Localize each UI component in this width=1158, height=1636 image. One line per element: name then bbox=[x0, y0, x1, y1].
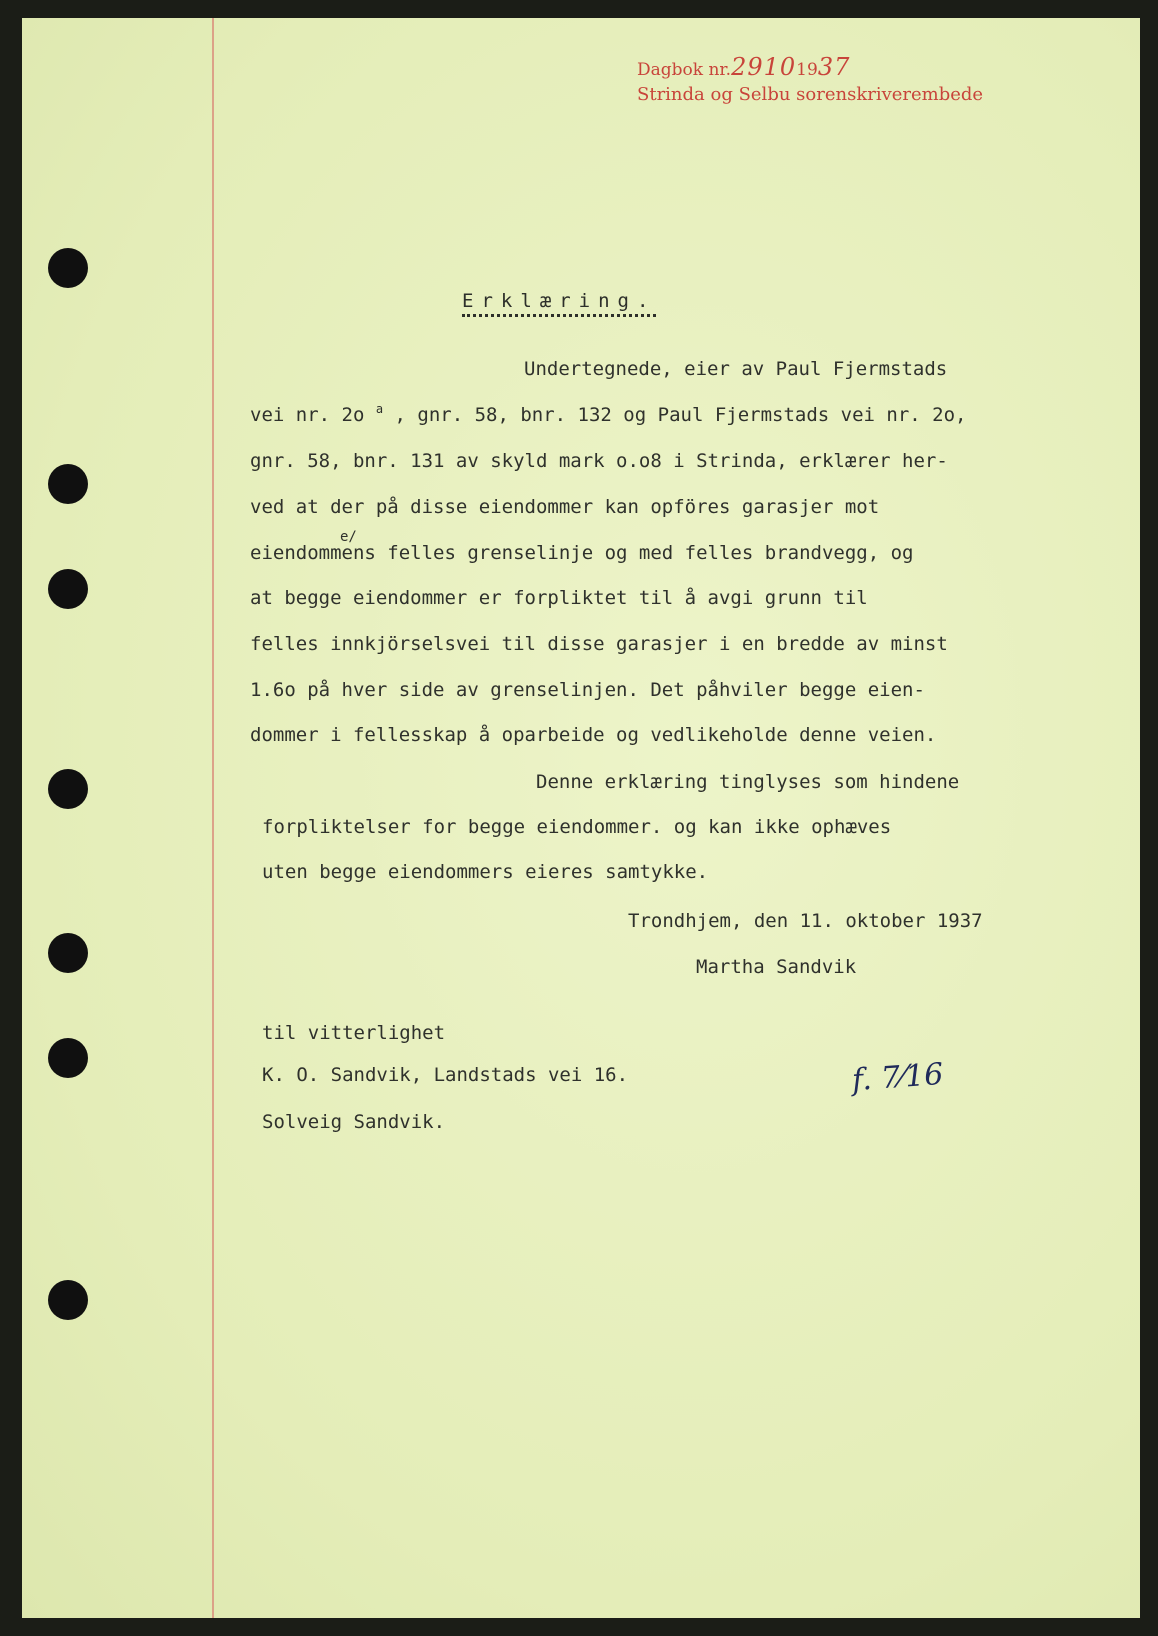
punch-hole bbox=[48, 769, 88, 809]
punch-hole bbox=[48, 569, 88, 609]
margin-note: f. 7⁄16 bbox=[850, 1056, 945, 1099]
body-line: gnr. 58, bnr. 131 av skyld mark o.o8 i Strinda, erklærer her- bbox=[250, 450, 948, 472]
body-fragment: , gnr. 58, bnr. 132 og Paul Fjermstads vei nr. 2o, bbox=[394, 404, 967, 426]
place-date: Trondhjem, den 11. oktober 1937 bbox=[628, 910, 983, 932]
handwritten-correction: e/ bbox=[340, 529, 357, 545]
body-line: forpliktelser for begge eiendommer. og kan ikke ophæves bbox=[262, 816, 892, 838]
witness-heading: til vitterlighet bbox=[262, 1022, 446, 1044]
body-line: eiendommens felles grenselinje og med felles brandvegg, og bbox=[250, 542, 914, 564]
stamp-number: 2910 bbox=[731, 53, 797, 81]
punch-hole bbox=[48, 248, 88, 288]
body-line: Denne erklæring tinglyses som hindene bbox=[536, 771, 960, 793]
registry-stamp bbox=[637, 54, 983, 107]
margin-line bbox=[212, 18, 214, 1618]
body-line bbox=[250, 404, 966, 428]
punch-hole bbox=[48, 1038, 88, 1078]
witness-line: Solveig Sandvik. bbox=[262, 1111, 446, 1133]
body-line: felles innkjörselsvei til disse garasjer i en bredde av minst bbox=[250, 633, 948, 655]
stamp-year-suffix: 37 bbox=[817, 53, 851, 81]
stamp-year-prefix: 19 bbox=[796, 60, 818, 80]
signature: Martha Sandvik bbox=[696, 956, 857, 978]
superscript: a bbox=[375, 402, 384, 416]
punch-hole bbox=[48, 1280, 88, 1320]
body-line: uten begge eiendommers eieres samtykke. bbox=[262, 861, 709, 883]
stamp-office: Strinda og Selbu sorenskriverembede bbox=[637, 84, 984, 105]
body-line: 1.6o på hver side av grenselinjen. Det påhviler begge eien- bbox=[250, 679, 925, 701]
body-line: ved at der på disse eiendommer kan opföres garasjer mot bbox=[250, 496, 880, 518]
witness-line: K. O. Sandvik, Landstads vei 16. bbox=[262, 1064, 629, 1086]
body-fragment: vei nr. 2o bbox=[250, 404, 365, 426]
body-line: Undertegnede, eier av Paul Fjermstads bbox=[524, 358, 948, 380]
document-page bbox=[22, 18, 1140, 1618]
punch-hole bbox=[48, 933, 88, 973]
body-line: dommer i fellesskap å oparbeide og vedlikeholde denne veien. bbox=[250, 724, 937, 746]
punch-hole bbox=[48, 464, 88, 504]
body-line: at begge eiendommer er forpliktet til å avgi grunn til bbox=[250, 587, 868, 609]
stamp-label: Dagbok nr. bbox=[637, 60, 732, 80]
document-title: Erklæring. bbox=[462, 290, 656, 317]
